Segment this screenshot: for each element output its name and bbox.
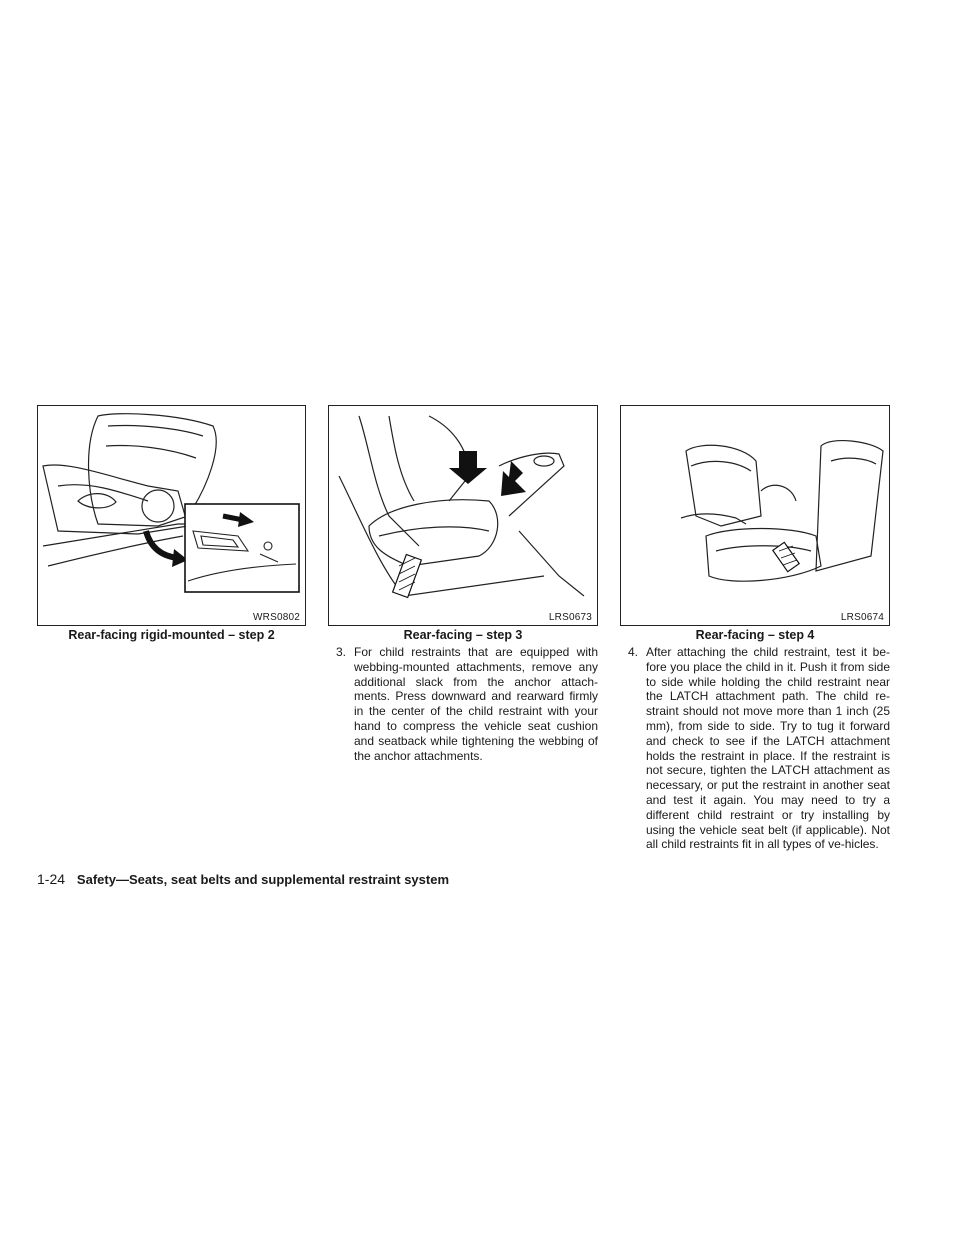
step-number: 4.	[628, 645, 639, 659]
figure-caption-step-3: Rear-facing – step 3	[403, 628, 523, 642]
hand-press-illustration	[329, 406, 597, 625]
figure-code: WRS0802	[253, 612, 300, 623]
child-seat-test-illustration	[621, 406, 889, 625]
figure-step-3	[328, 405, 598, 626]
figure-code: LRS0674	[840, 612, 884, 623]
instruction-step-4	[628, 645, 890, 852]
step-number: 3.	[336, 645, 347, 659]
figure-caption-step-4: Rear-facing – step 4	[695, 628, 815, 642]
instruction-step-3	[336, 645, 598, 763]
step-text: After attaching the child restraint, test it be-fore you place the child in it. Push it from side to side while holding the child restraint near the LATCH attachment path. The child re-straint should not move more than 1 inch (25 mm), from side to side. Try to tug it forward and check to see if the LATCH attachment holds the restraint in place. If the restraint is not secure, tighten the LATCH attachment as necessary, or put the restraint in another seat and test it again. You may need to try a different child restraint or try installing by using the vehicle seat belt (if applicable). Not all child restraints fit in all types of ve-hicles.	[646, 645, 890, 852]
figure-step-4	[620, 405, 890, 626]
figure-code: LRS0673	[548, 612, 592, 623]
page-footer	[37, 871, 449, 887]
step-text: For child restraints that are equipped with webbing-mounted attachments, remove any additional slack from the anchor attach-ments. Press downward and rearward firmly in the center of the child restraint with your hand to compress the vehicle seat cushion and seatback while tightening the webbing of the anchor attachments.	[354, 645, 598, 763]
seat-latch-illustration	[38, 406, 305, 625]
page-number: 1-24	[37, 871, 66, 887]
figure-caption-step-2: Rear-facing rigid-mounted – step 2	[68, 628, 275, 642]
section-title: Safety—Seats, seat belts and supplemental restraint system	[76, 872, 450, 887]
figure-rigid-mounted-step-2	[37, 405, 306, 626]
